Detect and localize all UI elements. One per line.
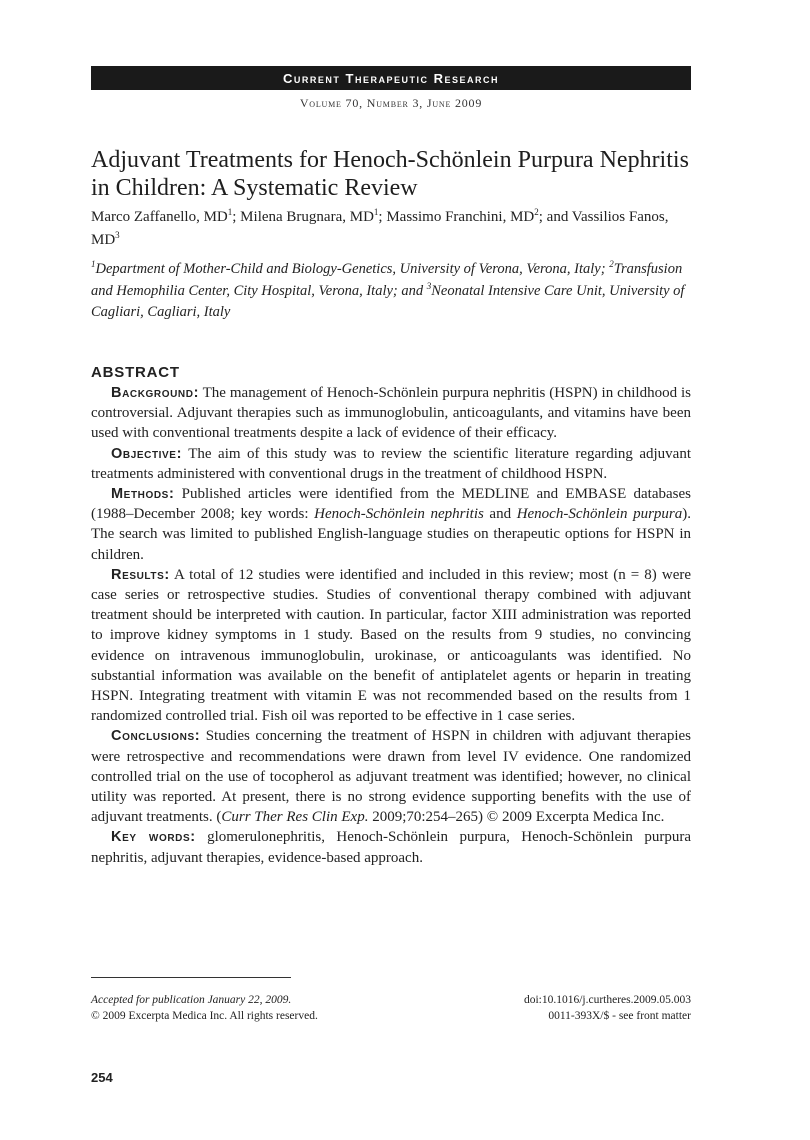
author-name: ; Massimo Franchini, MD xyxy=(378,209,535,225)
doi: doi:10.1016/j.curtheres.2009.05.003 xyxy=(523,994,691,1006)
abstract-results xyxy=(91,565,691,727)
section-text: ). The search was limited to published English-language studies on therapeutic options for HSPN in children. xyxy=(91,506,691,563)
abstract-methods xyxy=(91,484,691,565)
section-text: and xyxy=(483,506,517,523)
abstract-conclusions xyxy=(91,726,691,827)
author-name: ; Milena Brugnara, MD xyxy=(232,209,374,225)
footer-right xyxy=(524,992,691,1024)
section-label: Methods: xyxy=(111,486,175,503)
section-text: A total of 12 studies were identified and included in this review; most (n = 8) were case series or retrospective studies. Studies of conventional therapy combined with adjuvant treatment should be interpreted with caution. In particular, factor XIII administration was reported to improve kidney symptoms in 1 study. Based on the results from 9 studies, no convincing evidence on intravenous immunoglobulin, urokinase, or anticoagulants was identified. No substantial information was available on the benefit of antiplatelet agents or heparin in treating HSPN. Integrating treatment with vitamin E was not recommended based on the results from 1 randomized controlled trial. Fish oil was reported to be effective in 1 case series. xyxy=(91,566,691,725)
journal-name: Current Therapeutic Research xyxy=(283,70,499,86)
keyword-term: Henoch-Schönlein nephritis xyxy=(314,506,484,523)
journal-title-bar xyxy=(91,66,691,90)
abstract-heading: ABSTRACT xyxy=(91,364,180,381)
section-text: Studies concerning the treatment of HSPN in children with adjuvant therapies were retrospective and recommendations were drawn from level IV evidence. One randomized controlled trial on the use of tocopherol as adjuvant treatment was identified; however, no clinical utility was reported. At present, there is no strong evidence supporting benefits with the use of adjuvant treatments. ( xyxy=(91,728,691,826)
author-affiliation-mark: 1 xyxy=(227,207,233,217)
author-affiliation-mark: 1 xyxy=(373,207,379,217)
section-text: 2009;70:254–265) © 2009 Excerpta Medica Inc. xyxy=(368,809,665,826)
section-label: Objective: xyxy=(111,445,183,462)
section-label: Key words: xyxy=(111,829,196,846)
abstract-background xyxy=(91,383,691,444)
abstract-section xyxy=(91,364,691,868)
volume-info: Volume 70, Number 3, June 2009 xyxy=(299,96,483,110)
section-label: Results: xyxy=(111,566,170,583)
affiliation-mark: 2 xyxy=(609,259,614,270)
affiliations xyxy=(91,259,691,324)
footnote-divider xyxy=(91,977,291,978)
author-affiliation-mark: 2 xyxy=(534,207,539,217)
abstract-keywords xyxy=(91,827,691,867)
footer-left xyxy=(91,992,318,1024)
journal-citation: Curr Ther Res Clin Exp. xyxy=(221,809,369,826)
issn: 0011-393X/$ - see front matter xyxy=(548,1010,691,1022)
affiliation-text: Neonatal Intensive Care Unit, University of Cagliari, Cagliari, Italy xyxy=(91,282,685,320)
affiliation-mark: 3 xyxy=(426,280,432,291)
page-number: 254 xyxy=(91,1070,113,1085)
affiliation-text: Transfusion and Hemophilia Center, City Hospital, Verona, Italy; and xyxy=(91,261,683,299)
affiliation-text: Department of Mother-Child and Biology-Genetics, University of Verona, Verona, Italy; xyxy=(95,261,610,277)
author-name: ; and Vassilios Fanos, MD xyxy=(91,209,669,248)
author-name: Marco Zaffanello, MD xyxy=(91,209,228,225)
author-affiliation-mark: 3 xyxy=(115,230,120,240)
section-label: Background: xyxy=(111,385,200,401)
section-text: The management of Henoch-Schönlein purpura nephritis (HSPN) in childhood is controversial. Adjuvant therapies such as immunoglobulin, anticoagulants, and vitamins have been used with conventional treatments despite a lack of evidence of their efficacy. xyxy=(91,385,691,442)
section-text: The aim of this study was to review the scientific literature regarding adjuvant treatments administered with conventional drugs in the treatment of childhood HSPN. xyxy=(91,445,691,482)
section-text: Published articles were identified from the MEDLINE and EMBASE databases (1988–December 2008; key words: xyxy=(91,486,691,523)
author-list xyxy=(91,206,691,252)
keyword-term: Henoch-Schönlein purpura xyxy=(516,506,683,523)
abstract-objective xyxy=(91,444,691,484)
affiliation-mark: 1 xyxy=(91,259,96,270)
article-title: Adjuvant Treatments for Henoch-Schönlein Purpura Nephritis in Children: A Systematic Review xyxy=(91,147,689,201)
section-label: Conclusions: xyxy=(111,728,201,745)
section-text: glomerulonephritis, Henoch-Schönlein purpura, Henoch-Schönlein purpura nephritis, adjuvant therapies, evidence-based approach. xyxy=(91,829,691,866)
accepted-date: Accepted for publication January 22, 2009. xyxy=(91,994,292,1006)
copyright-notice: © 2009 Excerpta Medica Inc. All rights reserved. xyxy=(91,1010,318,1022)
